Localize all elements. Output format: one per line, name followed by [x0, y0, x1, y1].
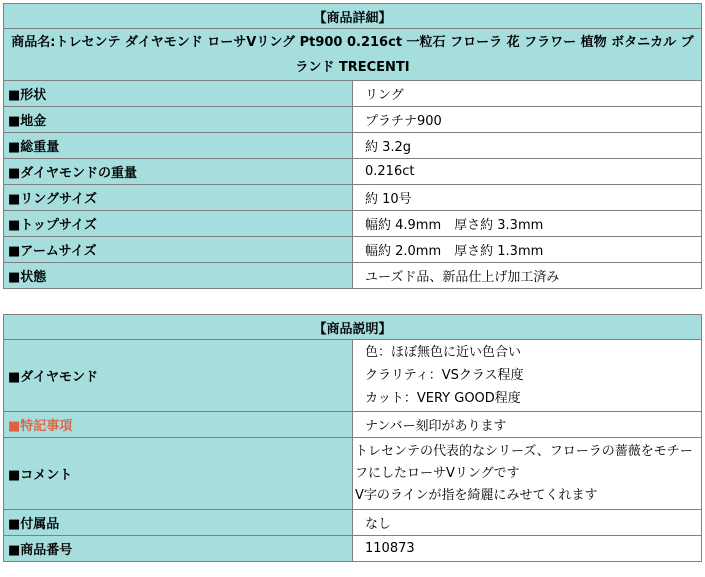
product-number-value: 110873	[353, 536, 702, 562]
metal-value: プラチナ900	[353, 107, 702, 133]
ring-size-label: ■リングサイズ	[4, 185, 353, 211]
shape-label: ■形状	[4, 81, 353, 107]
arm-size-value: 幅約 2.0mm 厚さ約 1.3mm	[353, 237, 702, 263]
table-row	[4, 412, 702, 438]
shape-value: リング	[353, 81, 702, 107]
table-row	[4, 237, 702, 263]
accessories-value: なし	[353, 510, 702, 536]
table-row	[4, 211, 702, 237]
table-row	[4, 133, 702, 159]
comment-line-2: V字のラインが指を綺麗にみせてくれます	[355, 487, 598, 503]
arm-size-label: ■アームサイズ	[4, 237, 353, 263]
table-row	[4, 185, 702, 211]
diamond-weight-value: 0.216ct	[353, 159, 702, 185]
table-row	[4, 536, 702, 562]
weight-value: 約 3.2g	[353, 133, 702, 159]
top-size-label: ■トップサイズ	[4, 211, 353, 237]
diamond-clarity: クラリティ：VSクラス程度	[365, 368, 524, 383]
diamond-label: ■ダイヤモンド	[4, 340, 353, 412]
comment-text	[353, 438, 702, 510]
special-notes-value: ナンバー刻印があります	[353, 412, 702, 438]
condition-label: ■状態	[4, 263, 353, 289]
details-header: 【商品詳細】	[4, 4, 702, 29]
table-row	[4, 159, 702, 185]
diamond-info	[353, 340, 702, 412]
table-row	[4, 81, 702, 107]
product-name: 商品名:トレセンテ ダイヤモンド ローサVリング Pt900 0.216ct 一粒石 フローラ 花 フラワー 植物 ボタニカル ブランド TRECENTI	[4, 29, 702, 81]
diamond-weight-label: ■ダイヤモンドの重量	[4, 159, 353, 185]
special-notes-label: ■特記事項	[4, 412, 353, 438]
diamond-cut: カット：VERY GOOD程度	[365, 391, 521, 406]
metal-label: ■地金	[4, 107, 353, 133]
top-size-value: 幅約 4.9mm 厚さ約 3.3mm	[353, 211, 702, 237]
table-row	[4, 263, 702, 289]
diamond-color: 色：ほぼ無色に近い色合い	[365, 345, 522, 360]
comment-label: ■コメント	[4, 438, 353, 510]
table-row	[4, 107, 702, 133]
ring-size-value: 約 10号	[353, 185, 702, 211]
product-number-label: ■商品番号	[4, 536, 353, 562]
product-description-table	[3, 314, 702, 562]
weight-label: ■総重量	[4, 133, 353, 159]
description-header: 【商品説明】	[4, 315, 702, 340]
accessories-label: ■付属品	[4, 510, 353, 536]
condition-value: ユーズド品、新品仕上げ加工済み	[353, 263, 702, 289]
table-row	[4, 438, 702, 510]
comment-line-1: トレセンテの代表的なシリーズ、フローラの薔薇をモチーフにしたローサVリングです	[355, 443, 693, 481]
table-row	[4, 510, 702, 536]
product-details-table	[3, 3, 702, 289]
table-row	[4, 340, 702, 412]
